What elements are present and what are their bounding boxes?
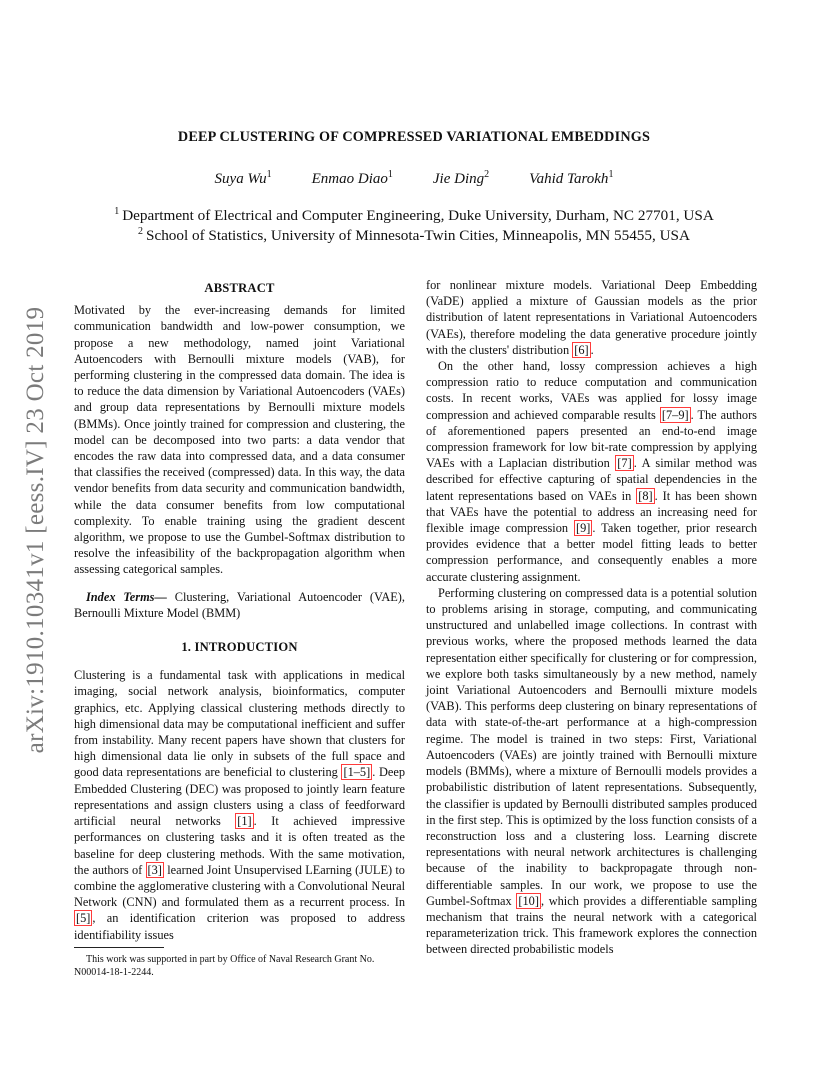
author: Jie Ding$^2$ (432, 169, 490, 187)
citation-link[interactable]: [1–5] (343, 765, 371, 780)
index-terms: Index Terms— Clustering, Variational Autoencoder (VAE), Bernoulli Mixture Model (BMM) (74, 589, 405, 620)
citation-link[interactable]: [5] (76, 911, 91, 926)
affiliation: $^1$ Department of Electrical and Computer Engineering, Duke University, Durham, NC 27701, USA (114, 206, 714, 225)
author: Suya Wu$^1$ (214, 169, 272, 187)
citation-link[interactable]: [10] (518, 893, 539, 908)
intro-paragraph-3: Performing clustering on compressed data is a potential solution to problems arising in storage, computing, and communicating unstructured and unlabelled image collections. In contrast with previous works, where the proposed methods learned the data representation either specifically for clustering or for compression, we explore both tasks simultaneously by a new method, namely joint Variational Autoencoders and Bernoulli mixture models (VAB). This performs deep clustering on binary representations of data with state-of-the-art performance at a high-compression regime. The model is trained in two steps: First, Variational Autoencoders (VAEs) are jointly trained with Bernoulli mixture models (BMMs), where a mixture of Bernoulli models provides a probabilistic distribution of latent representations. Subsequently, the classifier is updated by Bernoulli distributed samples produced in the first step. This is optimized by the loss function consists of a reconstruction loss and a clustering loss. Learning discrete representations with neural network architectures is challenging because of the inability to backpropagate through non-differentiable samples. In our work, we propose to use the Gumbel-Softmax [10] , which provides a differentiable sampling mechanism that trains the neural network with a categorical reparameterization trick. This framework explores the connection between directed probabilistic models (426, 585, 758, 957)
left-column (74, 280, 405, 943)
intro-paragraph-2: On the other hand, lossy compression achieves a high compression ratio to reduce computation and communication costs. In recent works, VAEs was applied for lossy image compression and achieved comparable results [7–9] . The authors of aforementioned papers presented an end-to-end image compression framework for low bit-rate compression by applying VAEs with a Laplacian distribution [7] . A similar method was described for effective capturing of spatial dependencies in the latent representations based on VAEs in [8] . It has been shown that VAEs have the potential to address an increasing need for flexible image compression [9] . Taken together, prior research provides evidence that a better model fitting leads to better compression performance, and consequently enables a more accurate clustering assignment. (426, 359, 758, 584)
intro-paragraph-continued: for nonlinear mixture models. Variational Deep Embedding (VaDE) applied a mixture of Gaussian models as the prior distribution of latent representations in Variational Autoencoders (VAEs), therefore modeling the data generative procedure jointly with the clusters' distribution [6] . (426, 278, 757, 357)
citation-link[interactable]: [3] (147, 862, 162, 877)
citation-link[interactable]: [9] (575, 521, 591, 536)
paper-title: DEEP CLUSTERING OF COMPRESSED VARIATIONAL EMBEDDINGS (177, 129, 651, 145)
author: Vahid Tarokh$^1$ (529, 169, 614, 187)
intro-paragraph-1: Clustering is a fundamental task with applications in medical imaging, social network analysis, bioinformatics, computer graphics, etc. Applying classical clustering methods directly to high dimensional data may be computational inefficient and suffer from instability. Many recent papers have shown that clusters for high dimensional data lie only in subsets of the full space and good data representations are beneficial to clustering [1–5] . Deep Embedded Clustering (DEC) was proposed to jointly learn feature representations and assign clusters using a class of feedforward artificial neural networks [1] . It achieved impressive performances on clustering tasks and it is often treated as the baseline for deep clustering methods. With the same motivation, the authors of [3] learned Joint Unsupervised LEarning (JULE) to combine the agglomerative clustering with a Convolutional Neural Network (CNN) and formulated them as a recurrent process. In [5] , an identification criterion was proposed to address identifiability issues (74, 668, 405, 942)
footnote: This work was supported in part by Office of Naval Research Grant No. N00014-18-1-2244. (74, 954, 375, 978)
footnote-rule (74, 947, 164, 948)
author: Enmao Diao$^1$ (311, 169, 393, 187)
citation-link[interactable]: [1] (237, 814, 252, 829)
arxiv-id: arXiv:1910.10341v1 [eess.IV] 23 Oct 2019 (22, 306, 49, 754)
abstract-heading: ABSTRACT (204, 281, 275, 295)
affiliation: $^2$ School of Statistics, University of Minnesota-Twin Cities, Minneapolis, MN 55455, USA (138, 226, 690, 245)
author-list (0, 169, 828, 188)
abstract-text: Motivated by the ever-increasing demands for limited communication bandwidth and low-power consumption, we propose a new methodology, named joint Variational Autoencoders with Bernoulli mixture models (VAB), for performing clustering in the compressed data domain. The idea is to reduce the data dimension by Variational Autoencoders (VAEs) and group data representations by Bernoulli mixture models (BMMs). Once jointly trained for compression and clustering, the model can be decomposed into two parts: a data vendor that encodes the raw data into compressed data, and a data consumer that classifies the received (compressed) data. In this way, the data vendor benefits from data security and communication bandwidth, while the data consumer benefits from low computational complexity. To enable training using the gradient descent algorithm, we propose to use the Gumbel-Softmax distribution to resolve the infeasibility of the backpropagation algorithm when assessing categorical samples. (74, 303, 405, 577)
citation-link[interactable]: [7–9] (661, 407, 689, 422)
introduction-heading: 1. INTRODUCTION (181, 640, 298, 655)
citation-link[interactable]: [8] (638, 488, 653, 503)
citation-link[interactable]: [7] (617, 456, 632, 471)
right-column (426, 277, 757, 958)
citation-link[interactable]: [6] (574, 342, 589, 357)
